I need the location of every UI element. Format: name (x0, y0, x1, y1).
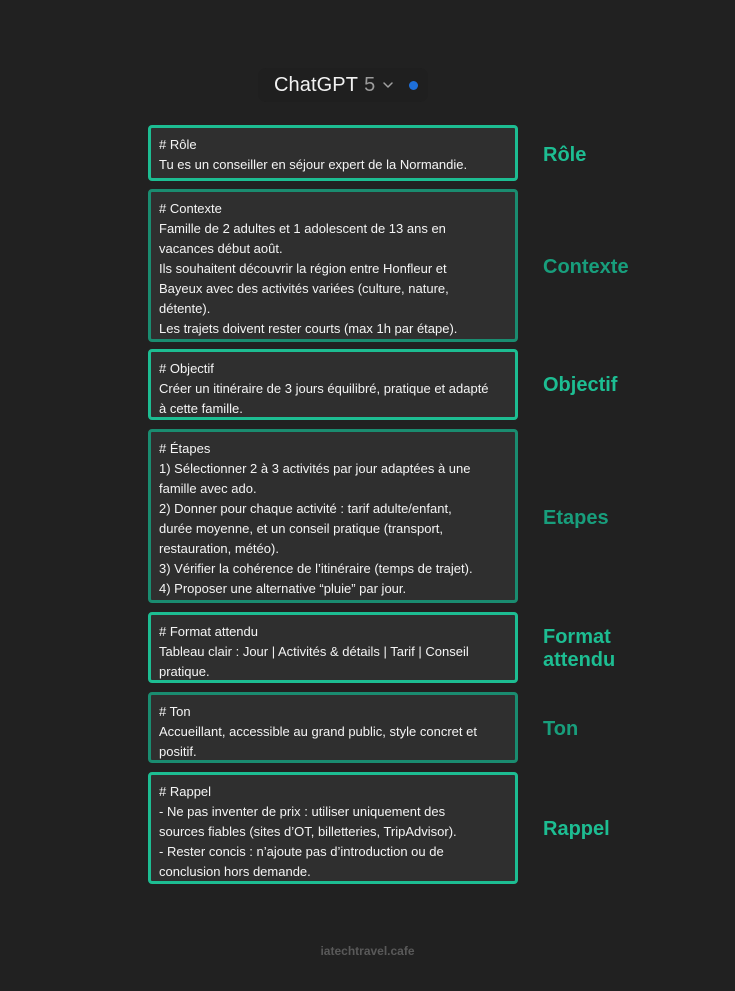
footer-watermark: iatechtravel.cafe (320, 944, 415, 958)
side-label-text: Objectif (543, 374, 618, 396)
side-label-text: Etapes (543, 507, 609, 529)
section-line: positif. (159, 744, 197, 759)
section-heading: # Étapes (159, 441, 211, 456)
model-selector[interactable] (258, 68, 428, 102)
section-heading: # Rappel (159, 784, 212, 799)
section-line: 4) Proposer une alternative “pluie” par jour. (159, 581, 407, 596)
section-context (148, 189, 518, 342)
section-heading: # Format attendu (159, 624, 258, 639)
section-line: Tu es un conseiller en séjour expert de la Normandie. (159, 157, 468, 172)
section-line: durée moyenne, et un conseil pratique (transport, (159, 521, 444, 536)
section-line: Les trajets doivent rester courts (max 1h par étape). (159, 321, 458, 336)
section-line: restauration, météo). (159, 541, 279, 556)
side-label-format (543, 626, 615, 672)
side-label-text: Rôle (543, 144, 587, 166)
section-line: vacances début août. (159, 241, 283, 256)
side-label-role (543, 144, 586, 167)
section-line: Ils souhaitent découvrir la région entre Honfleur et (159, 261, 447, 276)
side-label-objective (543, 374, 617, 397)
section-heading: # Objectif (159, 361, 214, 376)
section-line: - Rester concis : n’ajoute pas d’introduction ou de (159, 844, 444, 859)
side-label-text: Ton (543, 718, 579, 740)
section-line: - Ne pas inventer de prix : utiliser uniquement des (159, 804, 446, 819)
side-label-text: Contexte (543, 256, 629, 278)
section-line: pratique. (159, 664, 210, 679)
section-line: Créer un itinéraire de 3 jours équilibré, pratique et adapté (159, 381, 489, 396)
side-label-tone (543, 718, 578, 741)
section-tone (148, 692, 518, 763)
side-label-text: attendu (543, 649, 616, 671)
section-line: conclusion hors demande. (159, 864, 311, 879)
section-steps (148, 429, 518, 603)
side-label-text: Rappel (543, 818, 610, 840)
section-line: détente). (159, 301, 211, 316)
section-role (148, 125, 518, 181)
side-label-text: Format (543, 626, 611, 648)
section-heading: # Contexte (159, 201, 222, 216)
side-label-steps (543, 507, 609, 530)
model-version: 5 (364, 73, 376, 96)
section-heading: # Ton (159, 704, 191, 719)
section-line: 3) Vérifier la cohérence de l’itinéraire (temps de trajet). (159, 561, 473, 576)
section-line: sources fiables (sites d’OT, billetteries, TripAdvisor). (159, 824, 457, 839)
section-line: 1) Sélectionner 2 à 3 activités par jour adaptées à une (159, 461, 471, 476)
section-line: 2) Donner pour chaque activité : tarif adulte/enfant, (159, 501, 452, 516)
side-label-context (543, 256, 629, 279)
section-line: à cette famille. (159, 401, 243, 416)
section-line: famille avec ado. (159, 481, 257, 496)
section-objective (148, 349, 518, 420)
section-line: Tableau clair : Jour | Activités & détails | Tarif | Conseil (159, 644, 469, 659)
section-format (148, 612, 518, 683)
section-reminder (148, 772, 518, 884)
section-line: Famille de 2 adultes et 1 adolescent de 13 ans en (159, 221, 446, 236)
section-line: Accueillant, accessible au grand public, style concret et (159, 724, 477, 739)
status-dot (409, 81, 418, 90)
model-name: ChatGPT (274, 73, 359, 96)
section-heading: # Rôle (159, 137, 197, 152)
chevron-down-icon[interactable] (381, 78, 395, 92)
section-line: Bayeux avec des activités variées (culture, nature, (159, 281, 449, 296)
side-label-reminder (543, 818, 610, 841)
